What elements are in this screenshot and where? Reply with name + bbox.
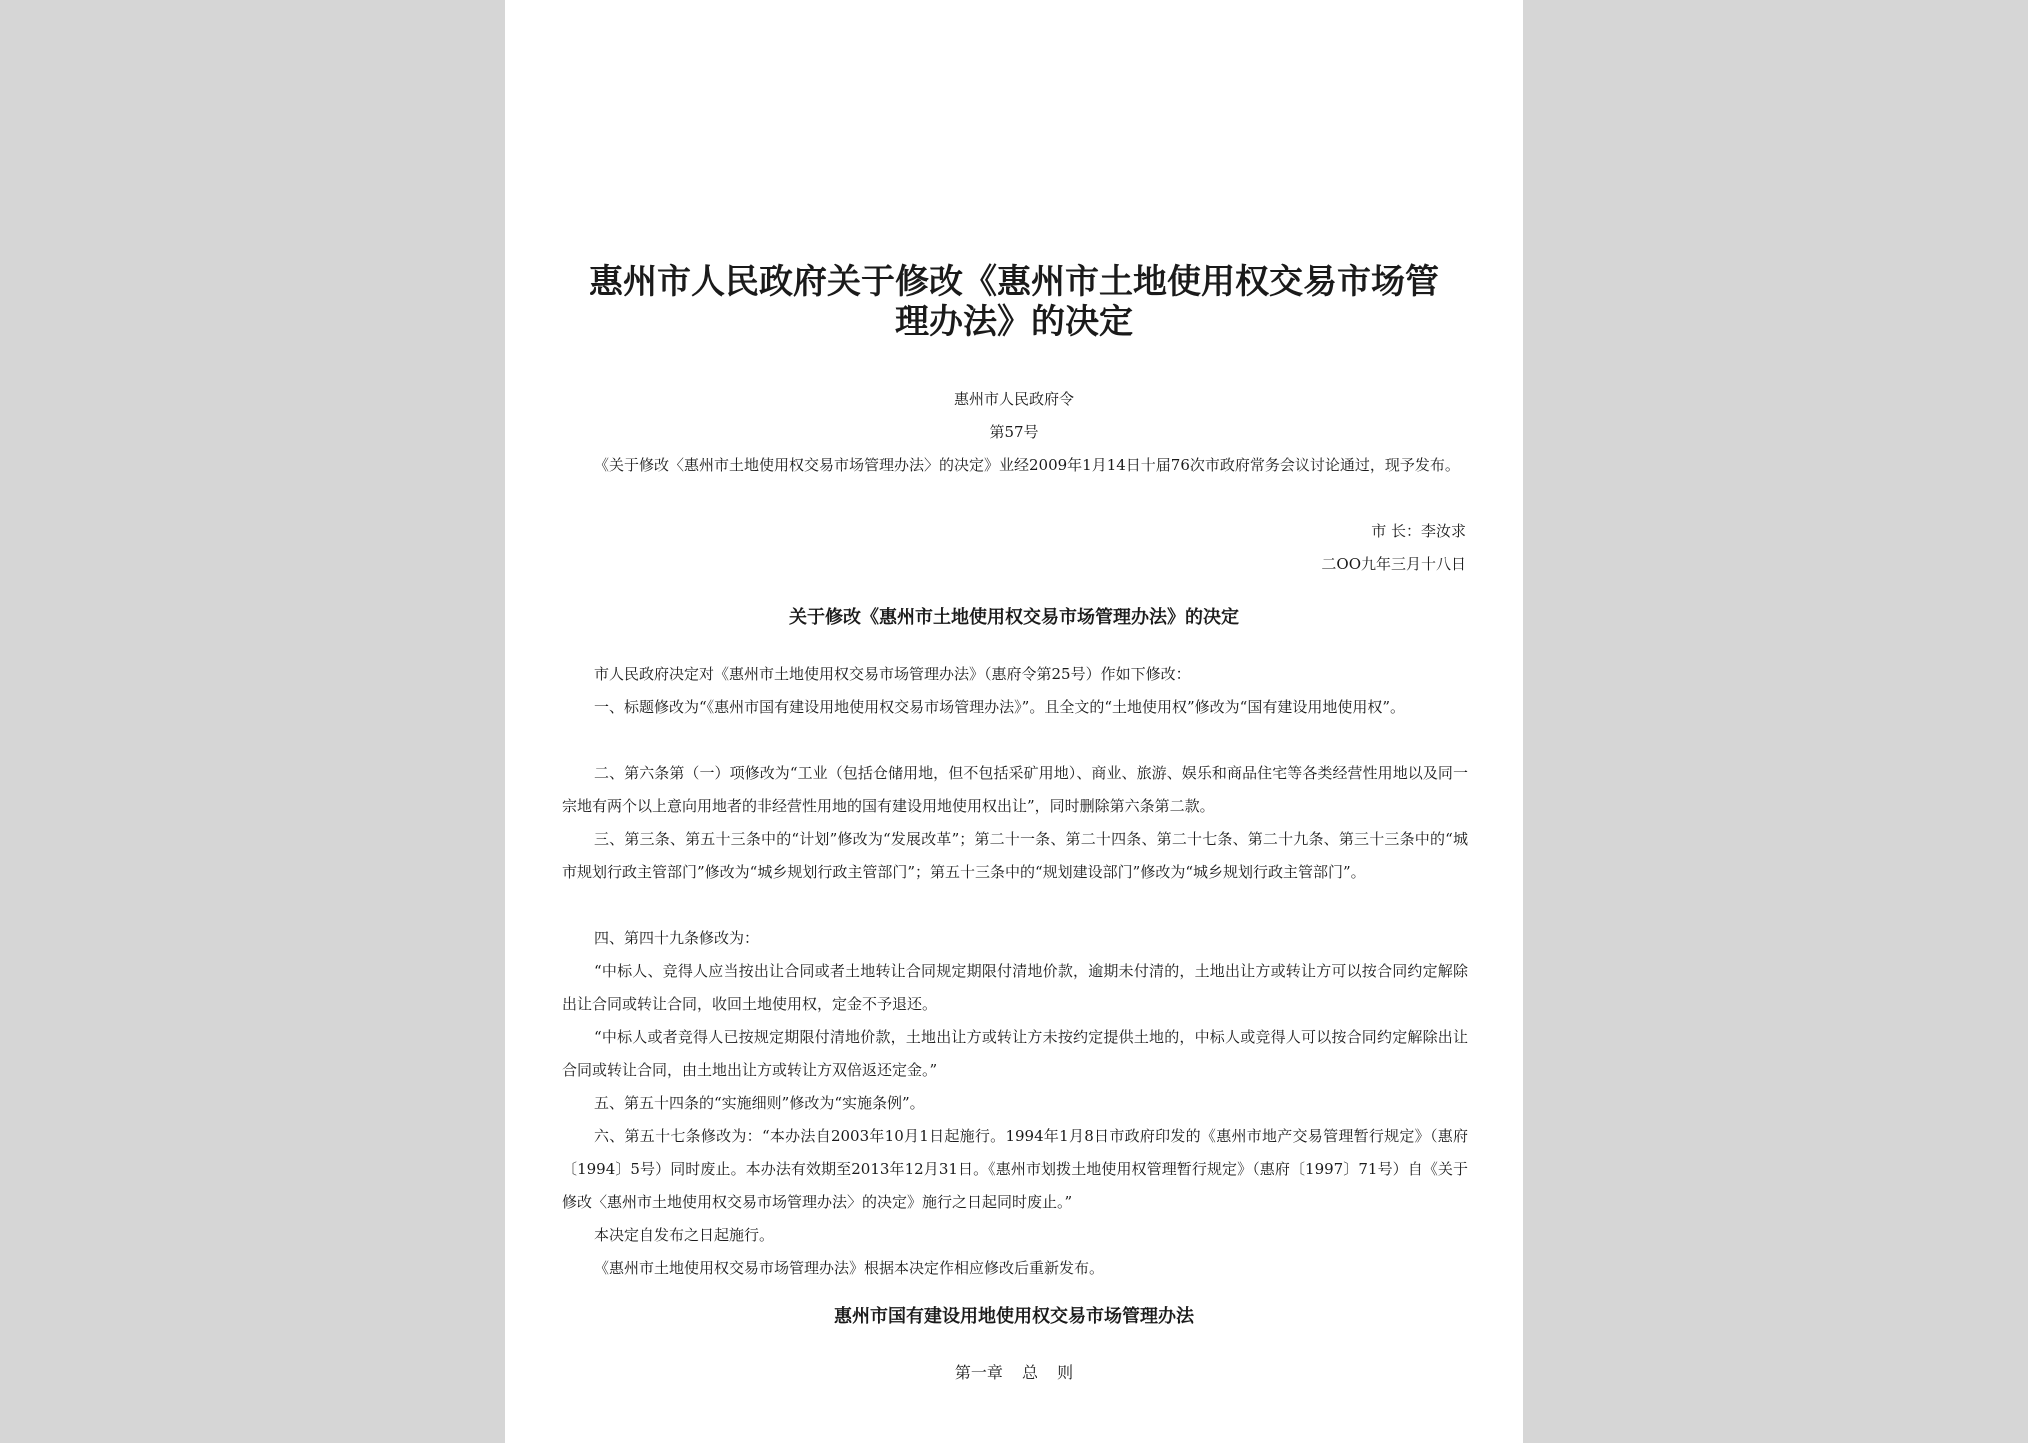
order-number: 第57号: [989, 423, 1039, 441]
paragraph: 一、标题修改为“《惠州市国有建设用地使用权交易市场管理办法》”。且全文的“土地使用权”修改为“国有建设用地使用权”。: [594, 698, 1406, 716]
signature: 市 长：李汝求: [1371, 522, 1466, 540]
document-page: [505, 0, 1523, 1443]
issuer: 惠州市人民政府令: [953, 390, 1074, 408]
paragraph: “中标人或者竞得人已按规定期限付清地价款，土地出让方或转让方未按约定提供土地的，中标人或竞得人可以按合同约定解除出让合同或转让合同，由土地出让方或转让方双倍返还定金。”: [562, 1028, 1468, 1079]
paragraph: 二、第六条第（一）项修改为“工业（包括仓储用地，但不包括采矿用地）、商业、旅游、娱乐和商品住宅等各类经营性用地以及同一宗地有两个以上意向用地者的非经营性用地的国有建设用地使用权出让”，同时删除第六条第二款。: [562, 764, 1468, 815]
paragraph: 六、第五十七条修改为：“本办法自2003年10月1日起施行。1994年1月8日市政府印发的《惠州市地产交易管理暂行规定》（惠府〔1994〕5号）同时废止。本办法有效期至2013年12月31日。《惠州市划拨土地使用权管理暂行规定》（惠府〔1997〕71号）自《关于修改〈惠州市土地使用权交易市场管理办法〉的决定》施行之日起同时废止。”: [562, 1127, 1468, 1211]
paragraph: 《惠州市土地使用权交易市场管理办法》根据本决定作相应修改后重新发布。: [594, 1259, 1105, 1277]
date: 二OO九年三月十八日: [1321, 555, 1466, 573]
regulation-title: 惠州市国有建设用地使用权交易市场管理办法: [834, 1306, 1194, 1327]
paragraph: 四、第四十九条修改为：: [594, 929, 760, 947]
paragraph: 市人民政府决定对《惠州市土地使用权交易市场管理办法》（惠府令第25号）作如下修改：: [594, 665, 1191, 683]
decision-title: 关于修改《惠州市土地使用权交易市场管理办法》的决定: [789, 607, 1239, 628]
paragraph: 三、第三条、第五十三条中的“计划”修改为“发展改革”；第二十一条、第二十四条、第二十七条、第二十九条、第三十三条中的“城市规划行政主管部门”修改为“城乡规划行政主管部门”；第五十三条中的“规划建设部门”修改为“城乡规划行政主管部门”。: [562, 830, 1468, 881]
document-title: 惠州市人民政府关于修改《惠州市土地使用权交易市场管理办法》的决定: [589, 262, 1439, 342]
paragraph: “中标人、竞得人应当按出让合同或者土地转让合同规定期限付清地价款，逾期未付清的，土地出让方或转让方可以按合同约定解除出让合同或转让合同，收回土地使用权，定金不予退还。: [562, 962, 1468, 1013]
paragraph: 五、第五十四条的“实施细则”修改为“实施条例”。: [594, 1094, 925, 1112]
chapter-heading: 第一章 总 则: [954, 1363, 1074, 1382]
paragraph: 本决定自发布之日起施行。: [594, 1226, 775, 1244]
preamble: 《关于修改〈惠州市土地使用权交易市场管理办法〉的决定》业经2009年1月14日十届76次市政府常务会议讨论通过，现予发布。: [594, 456, 1460, 474]
